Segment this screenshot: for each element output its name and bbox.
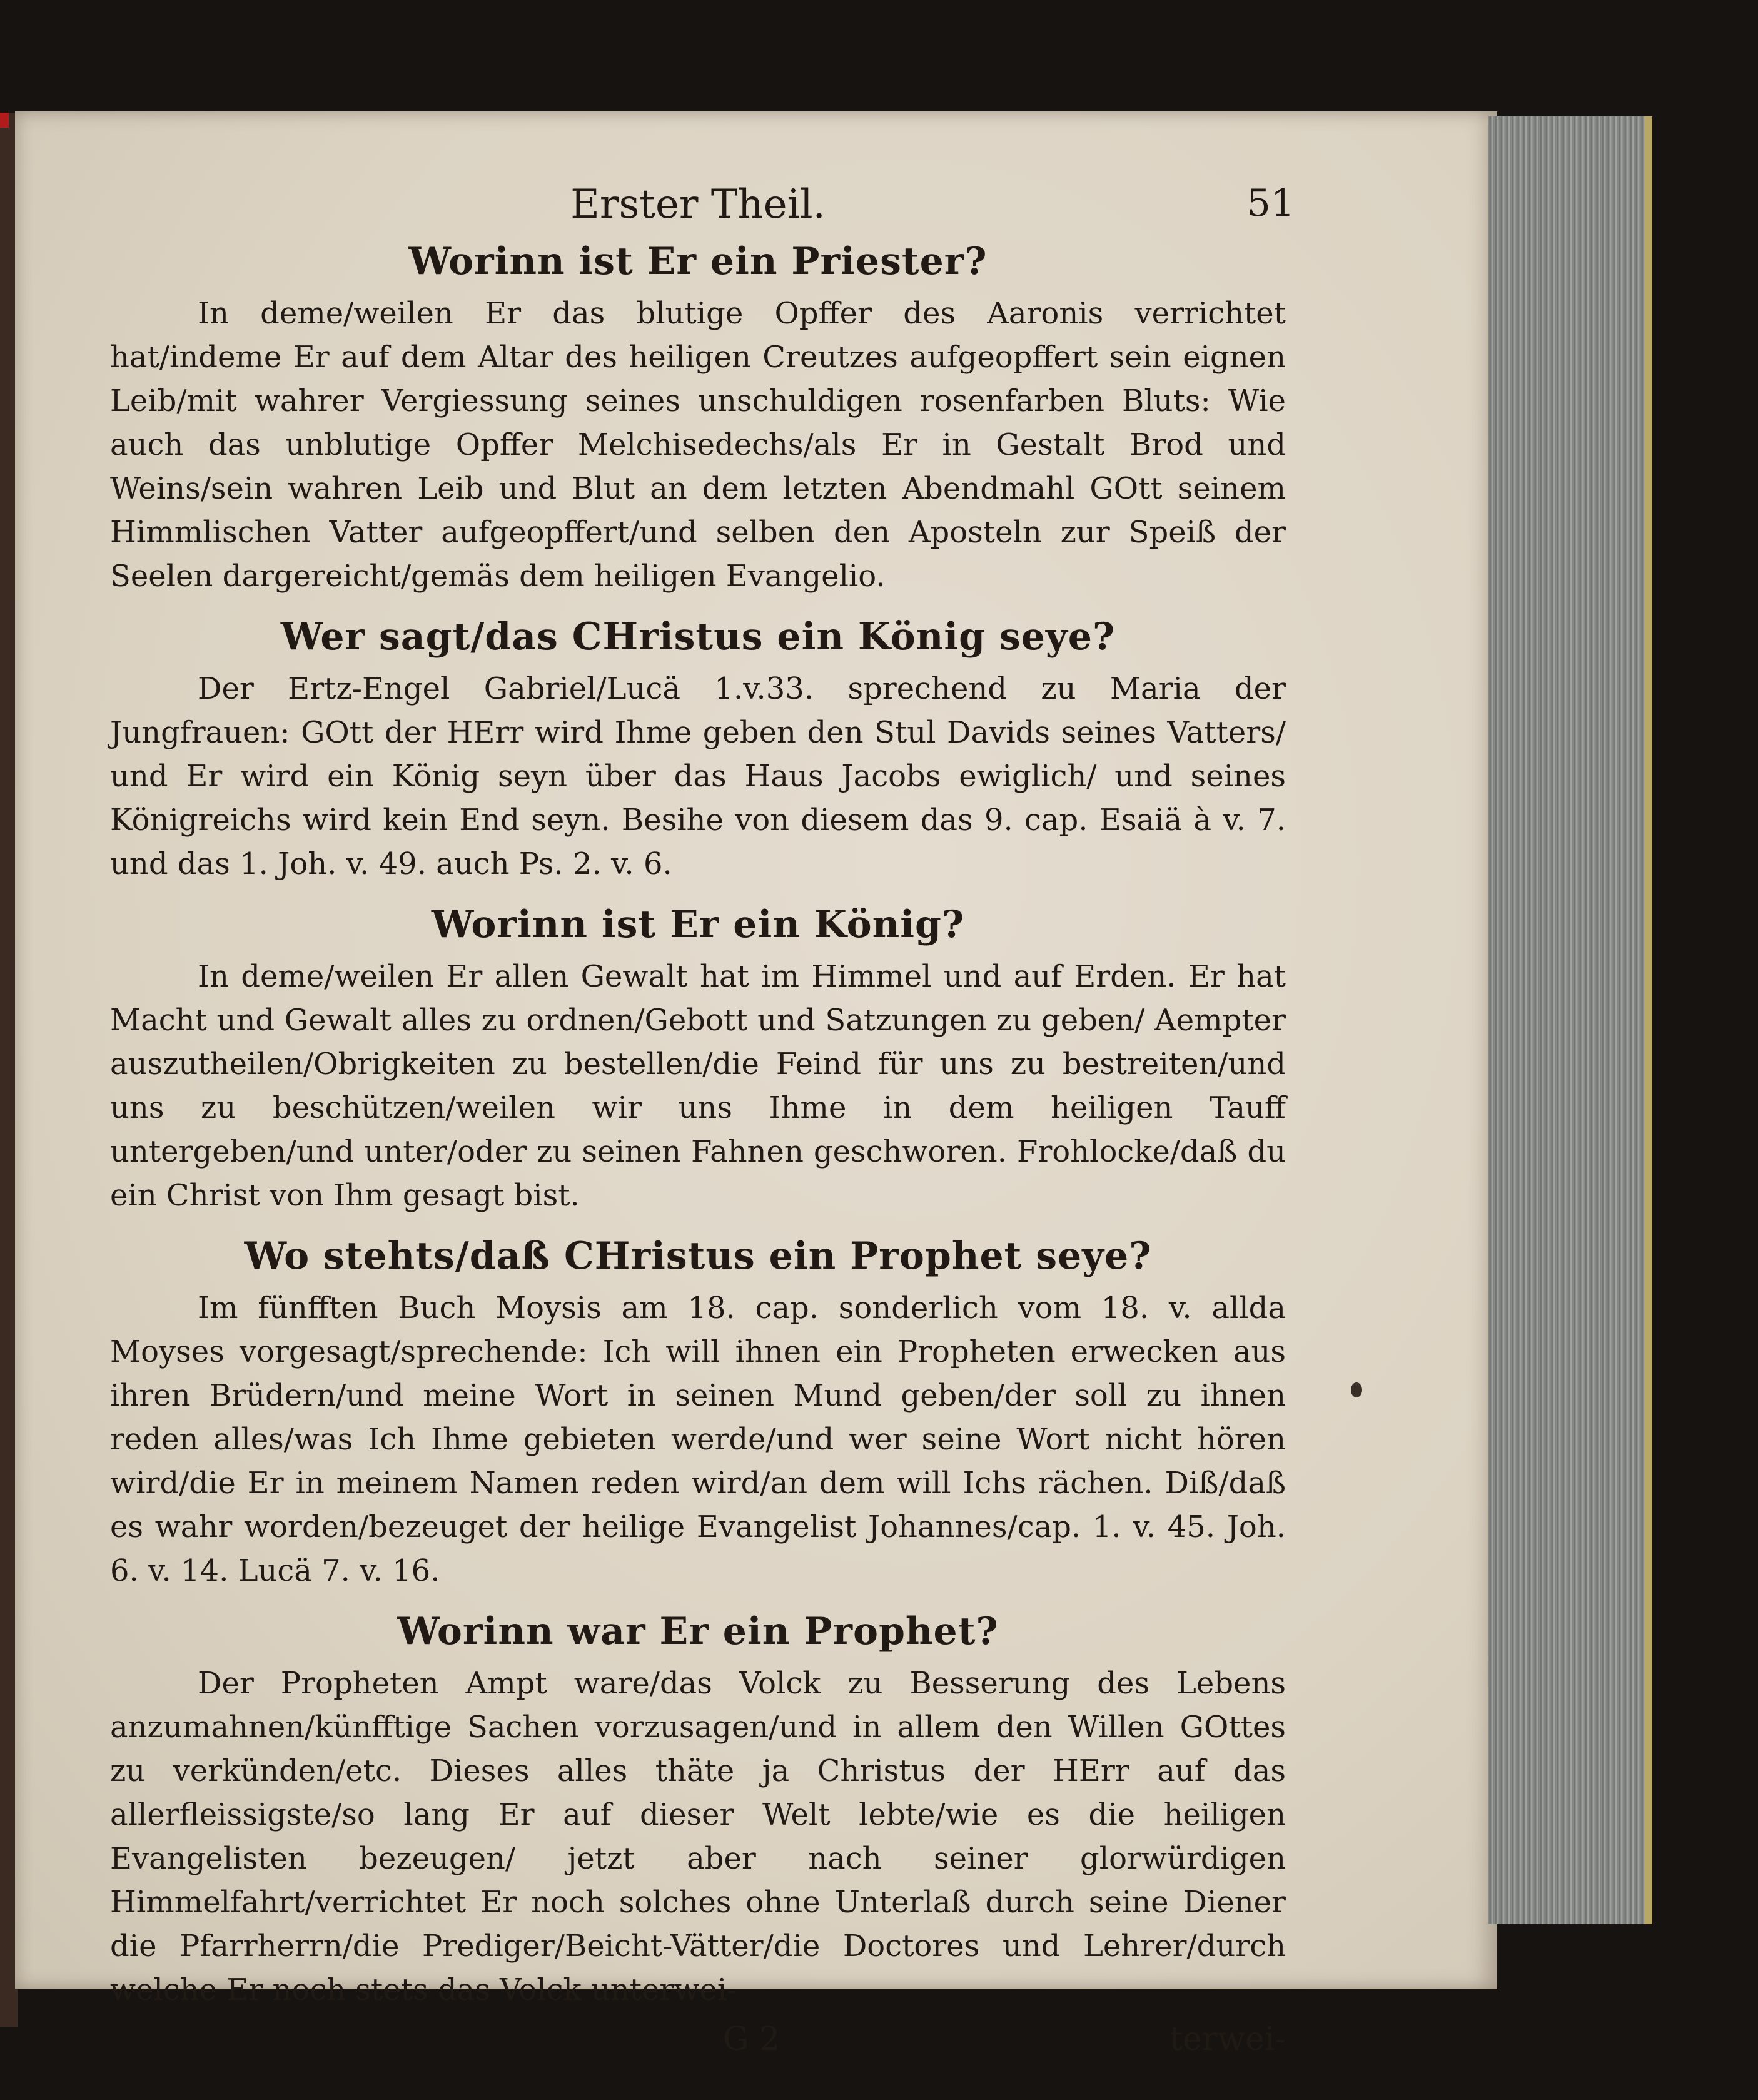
running-head-title: Erster Theil.	[570, 181, 826, 228]
running-header	[110, 181, 1295, 231]
page-edges	[1488, 116, 1652, 1924]
section-body-king-source: Der Ertz-Engel Gabriel/Lucä 1.v.33. sprechend zu Maria der Jungfrauen: GOtt der HErr wird Ihme geben den Stul Davids seines Vatters/ und Er wird ein König seyn über das Haus Jacobs ewiglich/ und seines Königreichs wird kein End seyn. Besihe von diesem das 9. cap. Esaiä à v. 7. und das 1. Joh. v. 49. auch Ps. 2. v. 6.	[110, 671, 1286, 881]
page-footer	[110, 2021, 1286, 2064]
section-body-prophet-source: Im fünfften Buch Moysis am 18. cap. sonderlich vom 18. v. allda Moyses vorgesagt/sprechende: Ich will ihnen ein Propheten erwecken aus ihren Brüdern/und meine Wort in seinen Mund geben/der soll zu ihnen reden alles/was Ich Ihme gebieten werde/und wer seine Wort nicht hören wird/die Er in meinem Namen reden wird/an dem will Ichs rächen. Diß/daß es wahr worden/bezeuget der heilige Evangelist Johannes/cap. 1. v. 45. Joh. 6. v. 14. Lucä 7. v. 16.	[110, 1291, 1286, 1588]
ribbon-marker	[0, 113, 9, 128]
catchword: terwei-	[1169, 2021, 1286, 2058]
section-heading-priest: Worinn ist Er ein Priester?	[408, 240, 988, 283]
section-body-priest: In deme/weilen Er das blutige Opffer des Aaronis verrichtet hat/indeme Er auf dem Altar des heiligen Creutzes aufgeopffert sein eignen Leib/mit wahrer Vergiessung seines unschuldigen rosenfarben Bluts: Wie auch das unblutige Opffer Melchisedechs/als Er in Gestalt Brod und Weins/sein wahren Leib und Blut an dem letzten Abendmahl GOtt seinem Himmlischen Vatter aufgeopffert/und selben den Aposteln zur Speiß der Seelen dargereicht/gemäs dem heiligen Evangelio.	[110, 296, 1286, 594]
section-heading-king: Worinn ist Er ein König?	[431, 903, 965, 946]
page-number: 51	[1246, 181, 1295, 225]
signature-mark: G 2	[723, 2021, 780, 2058]
section-body-king: In deme/weilen Er allen Gewalt hat im Himmel und auf Erden. Er hat Macht und Gewalt alles zu ordnen/Gebott und Satzungen zu geben/ Aempter auszutheilen/Obrigkeiten zu bestellen/die Feind für uns zu bestreiten/und uns zu beschützen/weilen wir uns Ihme in dem heiligen Tauff untergeben/und unter/oder zu seinen Fahnen geschworen. Frohlocke/daß du ein Christ von Ihm gesagt bist.	[110, 959, 1286, 1213]
section-heading-prophet-source: Wo stehts/daß CHristus ein Prophet seye?	[244, 1234, 1152, 1278]
section-heading-prophet: Worinn war Er ein Prophet?	[397, 1610, 999, 1653]
ink-spot	[1351, 1382, 1362, 1397]
section-heading-king-source: Wer sagt/das CHristus ein König seye?	[280, 615, 1116, 659]
page-text	[110, 181, 1295, 2064]
section-body-prophet: Der Propheten Ampt ware/das Volck zu Besserung des Lebens anzumahnen/künfftige Sachen vorzusagen/und in allem den Willen GOttes zu verkünden/etc. Dieses alles thäte ja Christus der HErr auf das allerfleissigste/so lang Er auf dieser Welt lebte/wie es die heiligen Evangelisten bezeugen/ jetzt aber nach seiner glorwürdigen Himmelfahrt/verrichtet Er noch solches ohne Unterlaß durch seine Diener die Pfarrherrn/die Prediger/Beicht-Vätter/die Doctores und Lehrer/durch welche Er noch stets das Volck unterwei-	[110, 1666, 1286, 2007]
